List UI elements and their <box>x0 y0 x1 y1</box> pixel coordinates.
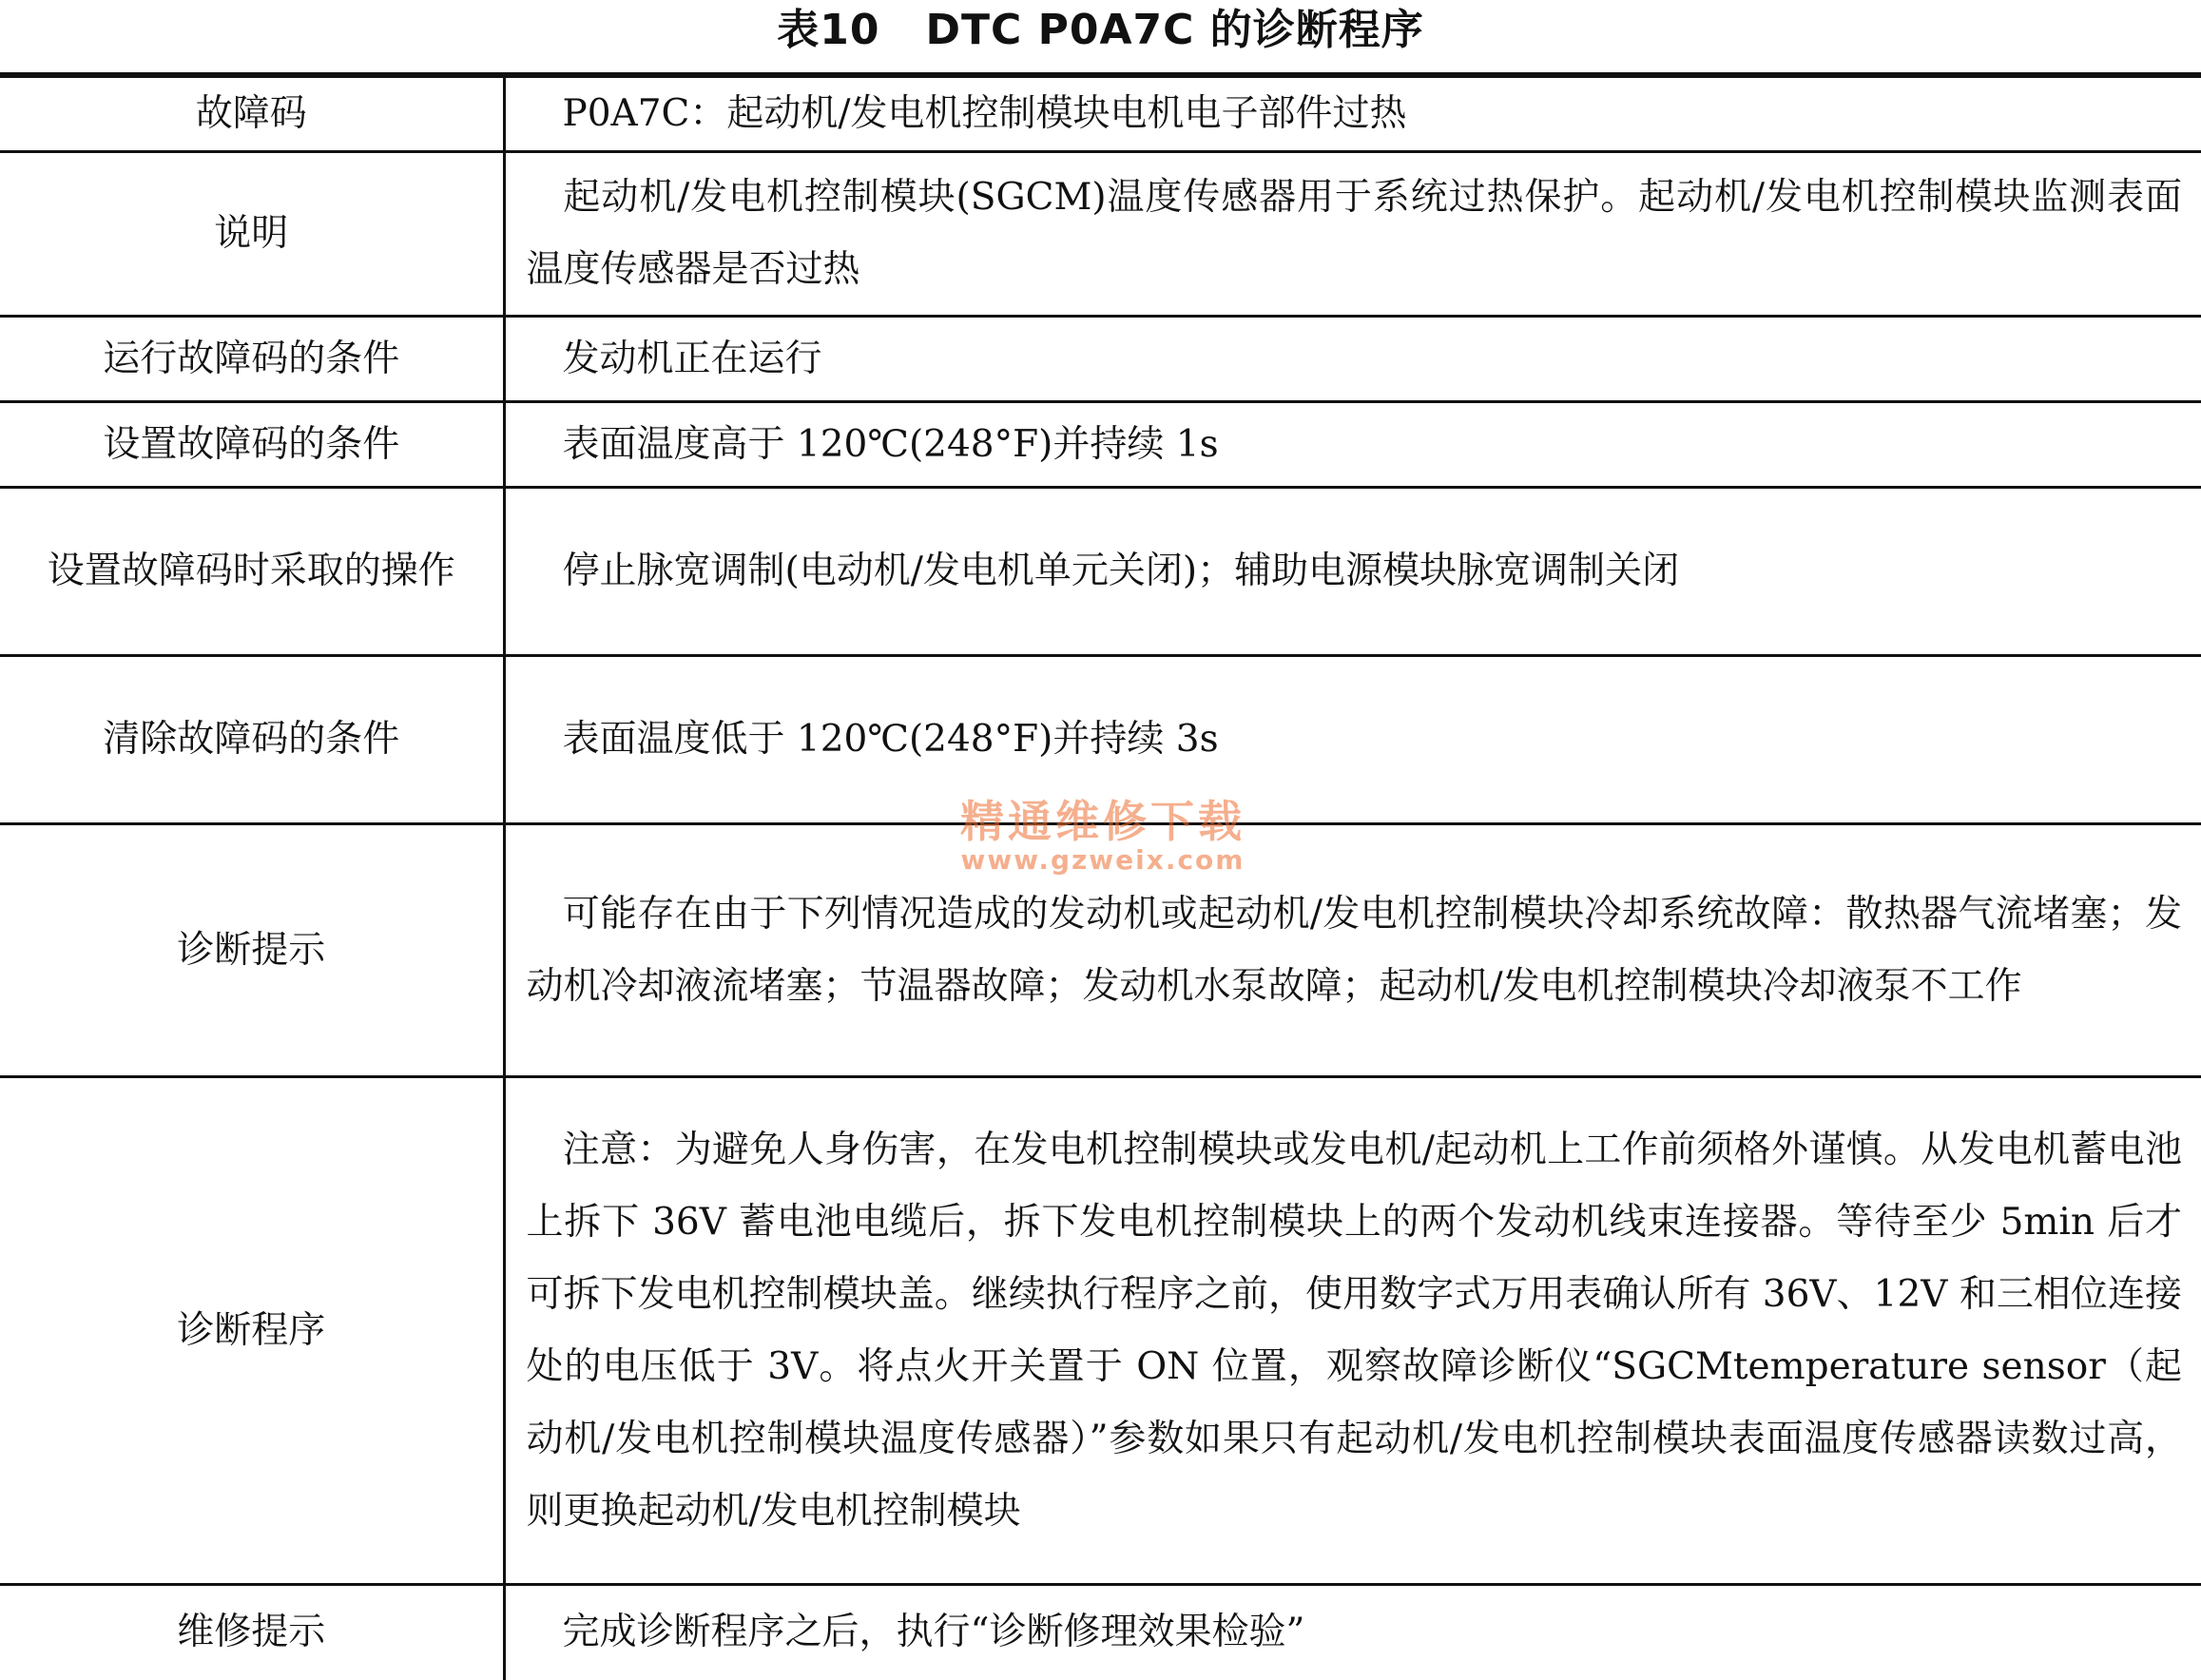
watermark-text: 精通维修下载 <box>960 796 1245 847</box>
row-value: 停止脉宽调制(电动机/发电机单元关闭)；辅助电源模块脉宽调制关闭 <box>562 550 1680 592</box>
table-number: 表10 <box>777 6 880 54</box>
table-row <box>0 402 2201 488</box>
watermark-url: www.gzweix.com <box>960 844 1245 876</box>
row-label: 清除故障码的条件 <box>0 656 504 824</box>
row-value: 发动机正在运行 <box>562 337 822 380</box>
row-value: P0A7C：起动机/发电机控制模块电机电子部件过热 <box>562 92 1407 135</box>
row-label: 诊断程序 <box>0 1077 504 1585</box>
row-label: 故障码 <box>0 75 504 152</box>
row-value: 完成诊断程序之后，执行“诊断修理效果检验” <box>562 1611 1305 1654</box>
row-value: 可能存在由于下列情况造成的发动机或起动机/发电机控制模块冷却系统故障：散热器气流堵塞；发动机冷却液流堵塞；节温器故障；发动机水泵故障；起动机/发电机控制模块冷却液泵不工作 <box>526 892 2182 1008</box>
row-label: 诊断提示 <box>0 824 504 1077</box>
table-row <box>0 824 2201 1077</box>
row-label: 设置故障码时采取的操作 <box>0 488 504 656</box>
row-label: 维修提示 <box>0 1585 504 1680</box>
row-value: 注意：为避免人身伤害，在发电机控制模块或发电机/起动机上工作前须格外谨慎。从发电机蓄电池上拆下 36V 蓄电池电缆后，拆下发电机控制模块上的两个发动机线束连接器。等待至少 5min 后才可拆下发电机控制模块盖。继续执行程序之前，使用数字式万用表确认所有 36V、12V 和三相位连接处的电压低于 3V。将点火开关置于 ON 位置，观察故障诊断仪“SGCMtemperature sensor（起动机/发电机控制模块温度传感器）”参数如果只有起动机/发电机控制模块表面温度传感器读数过高，则更换起动机/发电机控制模块 <box>526 1128 2182 1533</box>
row-label: 说明 <box>0 152 504 317</box>
table-caption: DTC P0A7C 的诊断程序 <box>925 6 1424 54</box>
table-title <box>0 2 2201 59</box>
table-row <box>0 656 2201 824</box>
row-value: 起动机/发电机控制模块(SGCM)温度传感器用于系统过热保护。起动机/发电机控制模块监测表面温度传感器是否过热 <box>526 176 2182 291</box>
table-row <box>0 1585 2201 1680</box>
table-row <box>0 152 2201 317</box>
row-label: 设置故障码的条件 <box>0 402 504 488</box>
table-row <box>0 488 2201 656</box>
table-row <box>0 317 2201 402</box>
table-row <box>0 1077 2201 1585</box>
table-row <box>0 75 2201 152</box>
row-value: 表面温度高于 120℃(248°F)并持续 1s <box>562 422 1219 466</box>
diagnostic-table <box>0 72 2201 1680</box>
row-value: 表面温度低于 120℃(248°F)并持续 3s <box>562 718 1219 761</box>
row-label: 运行故障码的条件 <box>0 317 504 402</box>
